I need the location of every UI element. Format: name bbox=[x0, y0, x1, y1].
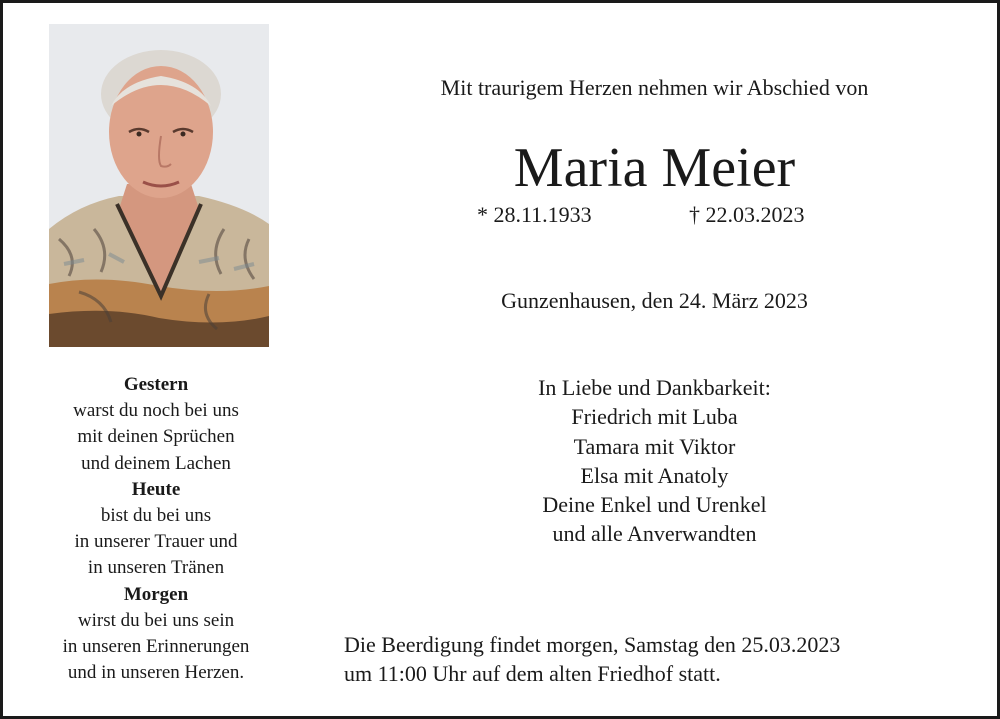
funeral-notice bbox=[344, 630, 964, 688]
poem-line: bist du bei uns bbox=[100, 505, 212, 527]
poem-line: mit deinen Sprüchen bbox=[77, 426, 235, 448]
mourner-line: In Liebe und Dankbarkeit: bbox=[538, 375, 771, 400]
portrait-photo bbox=[49, 24, 269, 347]
death-date: † 22.03.2023 bbox=[689, 202, 805, 227]
intro-text: Mit traurigem Herzen nehmen wir Abschied von bbox=[440, 75, 869, 100]
mourner-line: und alle Anverwandten bbox=[552, 521, 757, 547]
poem bbox=[25, 372, 287, 686]
deceased-name: Maria Meier bbox=[513, 137, 796, 199]
poem-line: Heute bbox=[131, 478, 181, 500]
funeral-line: Die Beerdigung findet morgen, Samstag den 25.03.2023 bbox=[344, 632, 841, 657]
poem-line: Morgen bbox=[123, 583, 189, 605]
mourner-line: Deine Enkel und Urenkel bbox=[542, 492, 767, 518]
mourner-line: Elsa mit Anatoly bbox=[580, 462, 729, 488]
poem-line: Gestern bbox=[123, 374, 189, 395]
funeral-line: um 11:00 Uhr auf dem alten Friedhof statt. bbox=[344, 661, 721, 686]
poem-line: warst du noch bei uns bbox=[73, 400, 239, 422]
poem-line: in unserer Trauer und bbox=[74, 531, 238, 553]
birth-date: * 28.11.1933 bbox=[477, 202, 592, 227]
poem-line: in unseren Tränen bbox=[87, 557, 225, 579]
mourners-list bbox=[343, 373, 966, 549]
mourner-line: Friedrich mit Luba bbox=[571, 404, 738, 430]
poem-line: wirst du bei uns sein bbox=[77, 609, 235, 631]
poem-line: und in unseren Herzen. bbox=[67, 662, 245, 684]
poem-line: und deinem Lachen bbox=[81, 452, 231, 474]
mourner-line: Tamara mit Viktor bbox=[573, 433, 736, 459]
place-date: Gunzenhausen, den 24. März 2023 bbox=[501, 288, 808, 313]
poem-line: in unseren Erinnerungen bbox=[62, 636, 250, 658]
